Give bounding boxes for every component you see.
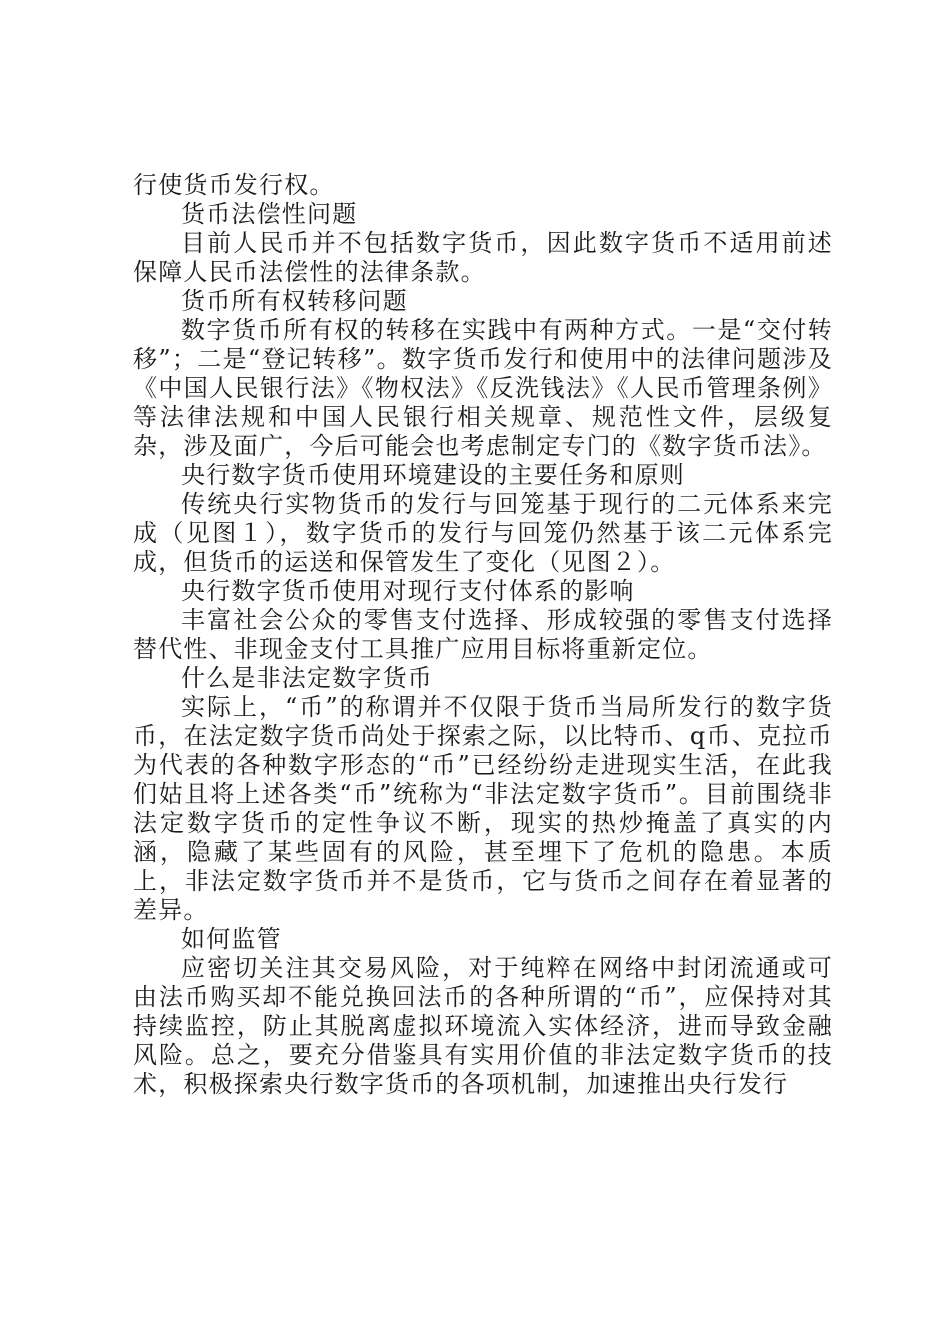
- section-heading-payment-impact: 央行数字货币使用对现行支付体系的影响: [181, 577, 635, 605]
- section-heading-regulation: 如何监管: [181, 925, 282, 953]
- paragraph-environment: 传统央行实物货币的发行与回笼基于现行的二元体系来完成（见图１），数字货币的发行与回笼仍然基于该二元体系完成，但货币的运送和保管发生了变化（见图２）。: [133, 490, 833, 576]
- paragraph-payment-impact: 丰富社会公众的零售支付选择、形成较强的零售支付选择替代性、非现金支付工具推广应用目标将重新定位。: [133, 606, 833, 663]
- section-heading-legal-tender: 货币法偿性问题: [181, 200, 358, 228]
- paragraph-non-legal-currency: 实际上，“币”的称谓并不仅限于货币当局所发行的数字货币，在法定数字货币尚处于探索之际，以比特币、q币、克拉币为代表的各种数字形态的“币”已经纷纷走进现实生活，在此我们姑且将上述各类“币”统称为“非法定数字货币”。目前围绕非法定数字货币的定性争议不断，现实的热炒掩盖了真实的内涵，隐藏了某些固有的风险，甚至埋下了危机的隐患。本质上，非法定数字货币并不是货币，它与货币之间存在着显著的差异。: [133, 693, 833, 924]
- paragraph-ownership-transfer: 数字货币所有权的转移在实践中有两种方式。一是“交付转移”；二是“登记转移”。数字货币发行和使用中的法律问题涉及《中国人民银行法》《物权法》《反洗钱法》《人民币管理条例》等法律法规和中国人民银行相关规章、规范性文件，层级复杂，涉及面广，今后可能会也考虑制定专门的《数字货币法》。: [133, 316, 833, 460]
- section-heading-non-legal-currency: 什么是非法定数字货币: [181, 664, 433, 692]
- paragraph-legal-tender: 目前人民币并不包括数字货币，因此数字货币不适用前述保障人民币法偿性的法律条款。: [133, 229, 833, 286]
- paragraph-regulation: 应密切关注其交易风险，对于纯粹在网络中封闭流通或可由法币购买却不能兑换回法币的各种所谓的“币”，应保持对其持续监控，防止其脱离虚拟环境流入实体经济，进而导致金融风险。总之，要充分借鉴具有实用价值的非法定数字货币的技术，积极探索央行数字货币的各项机制，加速推出央行发行: [133, 954, 833, 1098]
- section-heading-ownership-transfer: 货币所有权转移问题: [181, 287, 408, 315]
- document-body: [133, 171, 833, 1099]
- section-heading-environment: 央行数字货币使用环境建设的主要任务和原则: [181, 461, 685, 489]
- paragraph-continuation: 行使货币发行权。: [133, 171, 335, 199]
